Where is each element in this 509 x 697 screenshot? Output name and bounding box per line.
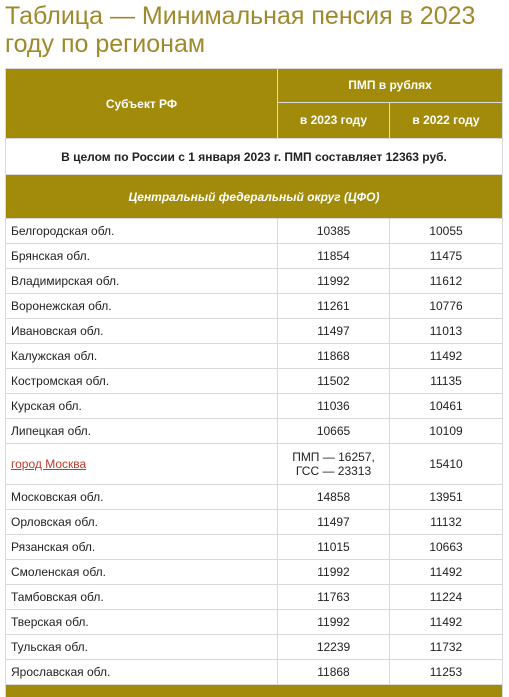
value-2022: 10461 <box>390 394 503 419</box>
region-name: Ярославская обл. <box>6 660 278 685</box>
region-name: Тверская обл. <box>6 610 278 635</box>
summary-row: В целом по России с 1 января 2023 г. ПМП составляет 12363 руб. <box>6 139 503 175</box>
region-name: Орловская обл. <box>6 510 278 535</box>
header-subject: Субъект РФ <box>6 69 278 139</box>
value-2023: 11992 <box>278 610 390 635</box>
value-2023: 11868 <box>278 660 390 685</box>
value-2023 <box>278 444 390 485</box>
value-2023: 10385 <box>278 219 390 244</box>
header-2023: в 2023 году <box>278 102 390 138</box>
region-name: Липецкая обл. <box>6 419 278 444</box>
table-row <box>6 319 503 344</box>
region-name: Рязанская обл. <box>6 535 278 560</box>
page-title: Таблица — Минимальная пенсия в 2023 году по регионам <box>5 2 476 58</box>
table-row <box>6 244 503 269</box>
table-row <box>6 610 503 635</box>
moscow-link[interactable]: город Москва <box>11 457 87 471</box>
header-pmp: ПМП в рублях <box>278 69 503 103</box>
value-2022: 13951 <box>390 485 503 510</box>
region-name: Калужская обл. <box>6 344 278 369</box>
region-name: Тульская обл. <box>6 635 278 660</box>
table-row <box>6 269 503 294</box>
pension-table <box>5 68 503 697</box>
region-name: Ивановская обл. <box>6 319 278 344</box>
value-2022: 10776 <box>390 294 503 319</box>
value-2022: 11492 <box>390 610 503 635</box>
value-2022: 11224 <box>390 585 503 610</box>
value-2023: 11992 <box>278 269 390 294</box>
value-2023-line2: ГСС — 23313 <box>295 464 372 478</box>
region-name: Владимирская обл. <box>6 269 278 294</box>
value-2022: 11732 <box>390 635 503 660</box>
value-2022: 10055 <box>390 219 503 244</box>
table-row <box>6 635 503 660</box>
table-row <box>6 294 503 319</box>
header-2022: в 2022 году <box>390 102 503 138</box>
table-row <box>6 369 503 394</box>
region-name: Костромская обл. <box>6 369 278 394</box>
value-2023: 12239 <box>278 635 390 660</box>
region-name: Курская обл. <box>6 394 278 419</box>
table-row <box>6 344 503 369</box>
region-name: Московская обл. <box>6 485 278 510</box>
table-row <box>6 535 503 560</box>
region-name: Тамбовская обл. <box>6 585 278 610</box>
value-2022: 10663 <box>390 535 503 560</box>
table-row <box>6 660 503 685</box>
next-district-header <box>6 685 503 697</box>
table-row <box>6 585 503 610</box>
value-2023: 10665 <box>278 419 390 444</box>
table-row <box>6 219 503 244</box>
district-header: Центральный федеральный округ (ЦФО) <box>6 175 503 219</box>
value-2023: 11502 <box>278 369 390 394</box>
value-2023: 11992 <box>278 560 390 585</box>
table-row <box>6 444 503 485</box>
value-2023: 11763 <box>278 585 390 610</box>
value-2023: 11854 <box>278 244 390 269</box>
value-2022: 11135 <box>390 369 503 394</box>
region-name <box>6 444 278 485</box>
value-2023: 14858 <box>278 485 390 510</box>
value-2022: 11475 <box>390 244 503 269</box>
value-2022: 11253 <box>390 660 503 685</box>
value-2023: 11497 <box>278 510 390 535</box>
value-2022: 11612 <box>390 269 503 294</box>
region-name: Белгородская обл. <box>6 219 278 244</box>
table-row <box>6 419 503 444</box>
value-2023: 11036 <box>278 394 390 419</box>
table-row <box>6 485 503 510</box>
table-row <box>6 510 503 535</box>
value-2023: 11497 <box>278 319 390 344</box>
region-name: Брянская обл. <box>6 244 278 269</box>
value-2022: 10109 <box>390 419 503 444</box>
value-2023: 11015 <box>278 535 390 560</box>
value-2022: 11013 <box>390 319 503 344</box>
region-name: Смоленская обл. <box>6 560 278 585</box>
value-2022: 15410 <box>390 444 503 485</box>
value-2022: 11132 <box>390 510 503 535</box>
value-2023: 11261 <box>278 294 390 319</box>
region-name: Воронежская обл. <box>6 294 278 319</box>
table-row <box>6 394 503 419</box>
table-row <box>6 560 503 585</box>
value-2023: 11868 <box>278 344 390 369</box>
value-2022: 11492 <box>390 344 503 369</box>
value-2022: 11492 <box>390 560 503 585</box>
value-2023-line1: ПМП — 16257, <box>292 450 375 464</box>
